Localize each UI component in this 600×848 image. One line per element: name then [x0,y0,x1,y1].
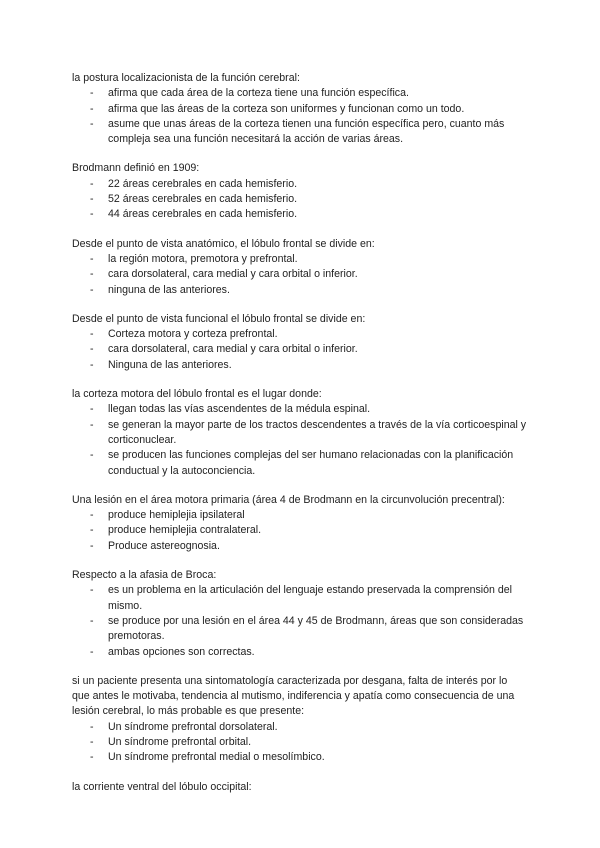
option-item: - se generan la mayor parte de los tractos descendentes a través de la vía corticoespinal y corticonuclear. [90,418,527,446]
option-item: - se produce por una lesión en el área 44 y 45 de Brodmann, áreas que son consideradas premotoras. [90,614,524,643]
option-item: - se producen las funciones complejas del ser humano relacionadas con la planificación conductual y la autoconciencia. [90,449,514,477]
question-stem: si un paciente presenta una sintomatología caracterizada por desgana, falta de interés por lo que antes le motivaba, tendencia al mutismo, indiferencia y apatía como consecuencia de una lesión cerebral, lo más probable es que presente: [72,674,515,718]
question-stem: Una lesión en el área motora primaria (área 4 de Brodmann en la circunvolución precentral): [72,493,505,506]
dash-bullet: - [90,449,94,462]
question-stem: la corteza motora del lóbulo frontal es el lugar donde: [72,388,322,401]
dash-bullet: - [90,720,94,733]
question-stem: Desde el punto de vista anatómico, el lóbulo frontal se divide en: [72,237,375,250]
option-item: - 44 áreas cerebrales en cada hemisferio. [72,207,532,222]
dash-bullet: - [90,584,94,597]
option-item: - ninguna de las anteriores. [72,283,532,298]
option-item: - Un síndrome prefrontal dorsolateral. [72,720,532,735]
option-list [72,720,532,766]
question-6 [72,493,532,554]
dash-bullet: - [90,524,94,537]
dash-bullet: - [90,539,94,552]
option-item: - Corteza motora y corteza prefrontal. [72,327,532,342]
option-item: - produce hemiplejia ipsilateral [72,508,532,523]
option-item: - Ninguna de las anteriores. [72,358,532,373]
question-5 [72,387,532,479]
dash-bullet: - [90,403,94,416]
dash-bullet: - [90,614,94,627]
option-item: - Un síndrome prefrontal orbital. [72,735,532,750]
dash-bullet: - [90,252,94,265]
option-list [72,583,532,659]
question-1 [72,71,532,147]
option-item: - Un síndrome prefrontal medial o mesolímbico. [72,750,532,765]
dash-bullet: - [90,193,94,206]
question-2 [72,161,532,222]
dash-bullet: - [90,418,94,431]
option-list [72,402,532,478]
option-item: - 52 áreas cerebrales en cada hemisferio. [72,192,532,207]
question-stem: Respecto a la afasia de Broca: [72,569,217,582]
option-item: - asume que unas áreas de la corteza tienen una función específica pero, cuanto más compleja sea una función necesitará la acción de varias áreas. [90,117,505,146]
question-stem: la postura localizacionista de la función cerebral: [72,72,300,84]
question-8 [72,674,532,766]
dash-bullet: - [90,283,94,296]
question-9 [72,780,532,795]
question-list [72,71,532,795]
dash-bullet: - [90,87,94,100]
question-3 [72,237,532,298]
dash-bullet: - [90,328,94,341]
question-stem: Brodmann definió en 1909: [72,162,200,175]
option-item: - afirma que cada área de la corteza tiene una función específica. [72,86,532,101]
dash-bullet: - [90,645,94,658]
option-item: - cara dorsolateral, cara medial y cara orbital o inferior. [72,342,532,357]
dash-bullet: - [90,735,94,748]
dash-bullet: - [90,117,94,130]
option-item: - la región motora, premotora y prefrontal. [72,252,532,267]
dash-bullet: - [90,509,94,522]
option-list [72,177,532,223]
option-item: - 22 áreas cerebrales en cada hemisferio. [72,177,532,192]
option-list [72,327,532,373]
option-item: - cara dorsolateral, cara medial y cara orbital o inferior. [72,267,532,282]
question-stem: Desde el punto de vista funcional el lóbulo frontal se divide en: [72,312,366,325]
question-7 [72,568,532,660]
dash-bullet: - [90,268,94,281]
question-4 [72,312,532,373]
option-item: - ambas opciones son correctas. [72,645,532,660]
option-item: - afirma que las áreas de la corteza son uniformes y funcionan como un todo. [72,102,532,117]
option-item: - es un problema en la articulación del lenguaje estando preservada la comprensión del mismo. [90,584,512,612]
dash-bullet: - [90,751,94,764]
dash-bullet: - [90,208,94,221]
dash-bullet: - [90,343,94,356]
option-list [72,508,532,554]
option-list [72,252,532,298]
dash-bullet: - [90,358,94,371]
option-item: - Produce astereognosia. [72,539,532,554]
dash-bullet: - [90,177,94,190]
option-list [72,86,532,147]
option-item: - produce hemiplejia contralateral. [72,523,532,538]
dash-bullet: - [90,102,94,115]
question-stem: la corriente ventral del lóbulo occipital: [72,780,252,793]
option-item: - llegan todas las vías ascendentes de la médula espinal. [72,402,532,417]
